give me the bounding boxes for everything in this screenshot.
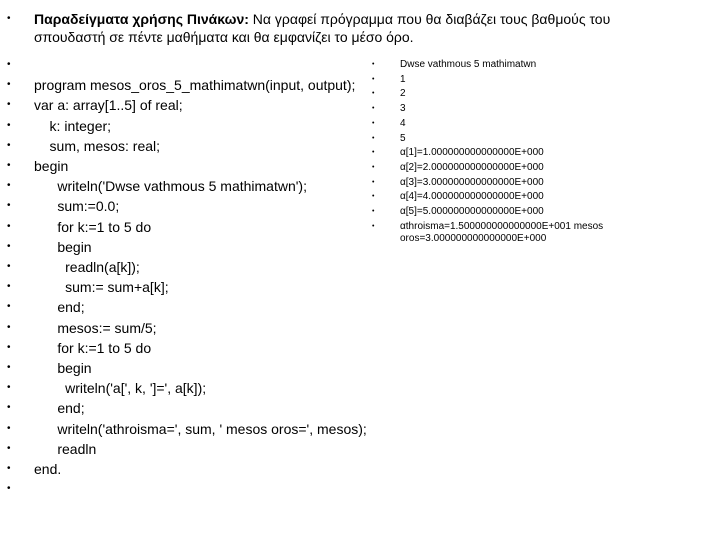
- bullet-icon: •: [7, 99, 11, 111]
- output-line: [368, 87, 708, 102]
- bullet-icon: •: [372, 61, 375, 68]
- bullet-icon: •: [7, 301, 11, 313]
- code-line: [0, 459, 400, 479]
- code-line: [0, 378, 400, 398]
- bullet-icon: •: [7, 160, 11, 171]
- code-line: [0, 257, 400, 277]
- code-text: begin: [34, 238, 92, 255]
- bullet-icon: •: [7, 261, 11, 272]
- title-bold: Παραδείγματα χρήσης Πινάκων:: [34, 11, 249, 27]
- code-text: begin: [34, 158, 69, 174]
- output-text: α[1]=1.000000000000000E+000: [400, 147, 544, 159]
- code-text: readln: [34, 440, 97, 457]
- output-text: 1: [400, 73, 406, 85]
- title-line1-rest: Να γραφεί πρόγραμμα που θα διαβάζει τους βαθμούς του: [248, 11, 611, 27]
- output-line: [368, 117, 708, 132]
- output-text: α[4]=4.000000000000000E+000: [400, 191, 544, 203]
- output-line: [368, 161, 708, 176]
- output-line: [368, 205, 708, 220]
- bullet-icon: •: [372, 75, 375, 83]
- code-text: end.: [34, 461, 62, 477]
- output-line: [368, 73, 708, 88]
- output-line: [368, 58, 708, 73]
- bullet-icon: •: [372, 178, 375, 186]
- output-line-wrap: [368, 232, 708, 247]
- code-line: [0, 479, 400, 499]
- code-line: [0, 419, 400, 439]
- code-text: sum, mesos: real;: [34, 137, 161, 154]
- bullet-icon: •: [7, 483, 11, 495]
- bullet-icon: •: [7, 119, 11, 131]
- output-text: α[3]=3.000000000000000E+000: [400, 176, 544, 188]
- bullet-icon: •: [7, 382, 11, 394]
- code-line: [0, 75, 400, 98]
- code-line: [0, 176, 400, 196]
- output-text: αthroisma=1.500000000000000E+001 mesos: [400, 220, 604, 232]
- bullet-icon: •: [7, 139, 11, 151]
- code-line: [0, 237, 400, 257]
- bullet-icon: •: [372, 134, 375, 142]
- code-text: end;: [34, 400, 85, 417]
- code-line: [0, 196, 400, 216]
- bullet-icon: •: [7, 362, 11, 373]
- bullet-icon: •: [7, 13, 11, 24]
- code-text: program mesos_oros_5_mathimatwn(input, output);: [34, 77, 356, 94]
- code-line: [0, 338, 400, 358]
- code-text: sum:=0.0;: [34, 198, 120, 215]
- code-text: k: integer;: [34, 117, 112, 134]
- output-text: α[5]=5.000000000000000E+000: [400, 206, 544, 217]
- bullet-icon: •: [372, 222, 375, 230]
- code-line: [0, 318, 400, 338]
- code-text: readln(a[k]);: [34, 259, 140, 275]
- code-line: [0, 55, 400, 75]
- bullet-icon: •: [372, 193, 375, 201]
- bullet-icon: •: [7, 442, 11, 454]
- bullet-icon: •: [7, 240, 11, 252]
- bullet-icon: •: [372, 90, 375, 98]
- code-text: writeln('a[', k, ']=', a[k]);: [34, 380, 207, 397]
- code-line: [0, 136, 400, 156]
- bullet-icon: •: [7, 463, 11, 474]
- code-text: writeln('athroisma=', sum, ' mesos oros=', mesos);: [34, 420, 367, 437]
- bullet-icon: •: [372, 105, 375, 113]
- code-line: [0, 398, 400, 418]
- output-line: [368, 102, 708, 117]
- code-line: [0, 297, 400, 317]
- bullet-icon: •: [7, 79, 11, 91]
- bullet-icon: •: [372, 163, 375, 171]
- code-line: [0, 439, 400, 459]
- bullet-icon: •: [7, 341, 11, 353]
- code-line: [0, 358, 400, 378]
- output-line: [368, 132, 708, 147]
- code-text: for k:=1 to 5 do: [34, 339, 152, 356]
- code-text: begin: [34, 360, 92, 376]
- code-text: for k:=1 to 5 do: [34, 218, 152, 235]
- output-text: 5: [400, 132, 406, 144]
- output-line: [368, 146, 708, 161]
- output-text: Dwse vathmous 5 mathimatwn: [400, 59, 537, 70]
- code-line: [0, 95, 400, 115]
- bullet-icon: •: [372, 208, 375, 215]
- code-text: mesos:= sum/5;: [34, 319, 157, 336]
- code-line: [0, 277, 400, 297]
- bullet-icon: •: [7, 422, 11, 434]
- code-text: sum:= sum+a[k];: [34, 279, 169, 296]
- output-text: 3: [400, 103, 406, 115]
- output-text: 4: [400, 117, 406, 129]
- code-text: end;: [34, 299, 85, 316]
- bullet-icon: •: [7, 281, 11, 293]
- output-line: [368, 176, 708, 191]
- code-line: [0, 156, 400, 176]
- bullet-icon: •: [7, 200, 11, 212]
- code-text: var a: array[1..5] of real;: [34, 97, 183, 114]
- title-line2: σπουδαστή σε πέντε μαθήματα και θα εμφανίζει το μέσο όρο.: [34, 29, 414, 45]
- code-line: [0, 217, 400, 237]
- bullet-icon: •: [7, 180, 11, 192]
- code-text: writeln('Dwse vathmous 5 mathimatwn');: [34, 178, 307, 195]
- bullet-icon: •: [372, 119, 375, 127]
- code-line: [0, 116, 400, 136]
- bullet-icon: •: [7, 59, 11, 70]
- output-line: [368, 190, 708, 205]
- bullet-icon: •: [7, 220, 11, 232]
- bullet-icon: •: [372, 149, 375, 157]
- output-text: α[2]=2.000000000000000E+000: [400, 161, 544, 173]
- bullet-icon: •: [7, 321, 11, 333]
- output-text: oros=3.000000000000000E+000: [400, 233, 547, 245]
- bullet-icon: •: [7, 402, 11, 414]
- output-text: 2: [400, 88, 406, 100]
